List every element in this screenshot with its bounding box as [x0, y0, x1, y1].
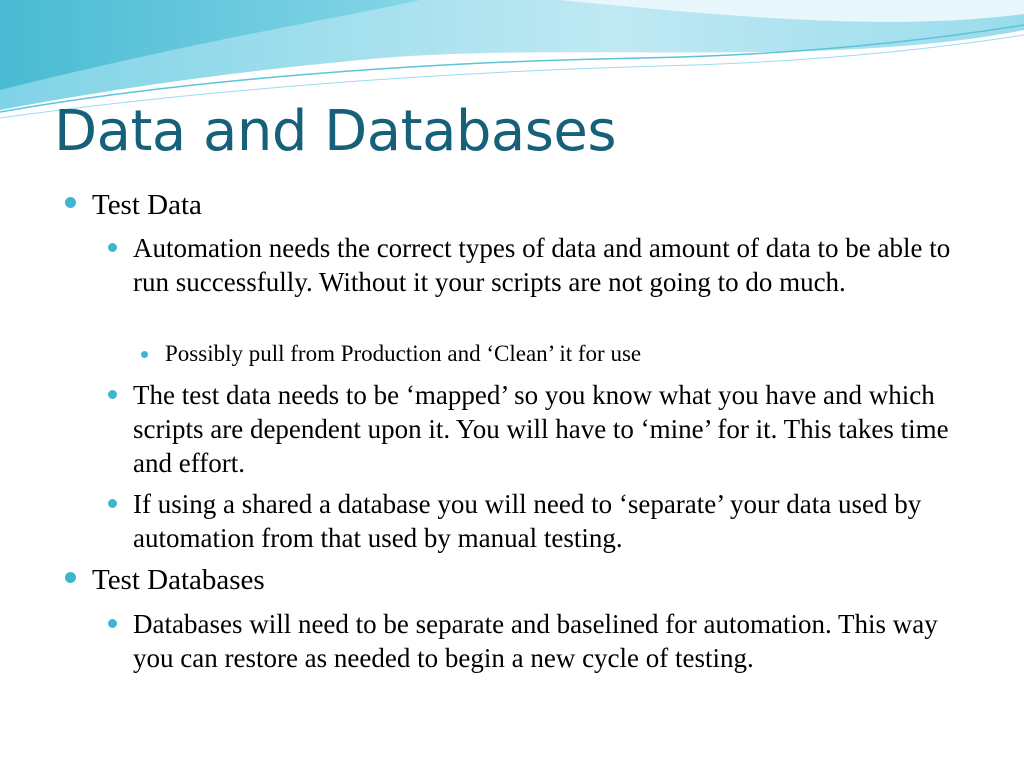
bullet-icon: [108, 499, 117, 508]
bullet-icon: [65, 572, 76, 583]
bullet-item-level3: [165, 340, 965, 368]
bullet-text: Automation needs the correct types of data and amount of data to be able to run successfully. Without it your scripts are not going to do much.: [133, 233, 951, 297]
bullet-text: The test data needs to be ‘mapped’ so you know what you have and which scripts are dependent upon it. You will have to ‘mine’ for it. This takes time and effort.: [133, 380, 949, 478]
bullet-text: Test Data: [92, 189, 202, 221]
bullet-item-level2: [133, 231, 973, 299]
bullet-icon: [108, 619, 117, 628]
bullet-text: Possibly pull from Production and ‘Clean’ it for use: [165, 341, 642, 366]
bullet-text: Databases will need to be separate and baselined for automation. This way you can restore as needed to begin a new cycle of testing.: [133, 609, 938, 673]
bullet-item-level2: [133, 487, 983, 555]
bullet-icon: [141, 351, 148, 358]
bullet-icon: [65, 197, 76, 208]
bullet-item-level2: [133, 378, 963, 480]
bullet-item-level1: [92, 563, 972, 597]
bullet-text: Test Databases: [92, 564, 265, 596]
bullet-icon: [108, 243, 117, 252]
slide-title: Data and Databases: [54, 99, 617, 164]
bullet-item-level1: [92, 188, 972, 222]
bullet-icon: [108, 390, 117, 399]
bullet-text: If using a shared a database you will need to ‘separate’ your data used by automation from that used by manual testing.: [133, 489, 922, 553]
bullet-item-level2: [133, 607, 953, 675]
